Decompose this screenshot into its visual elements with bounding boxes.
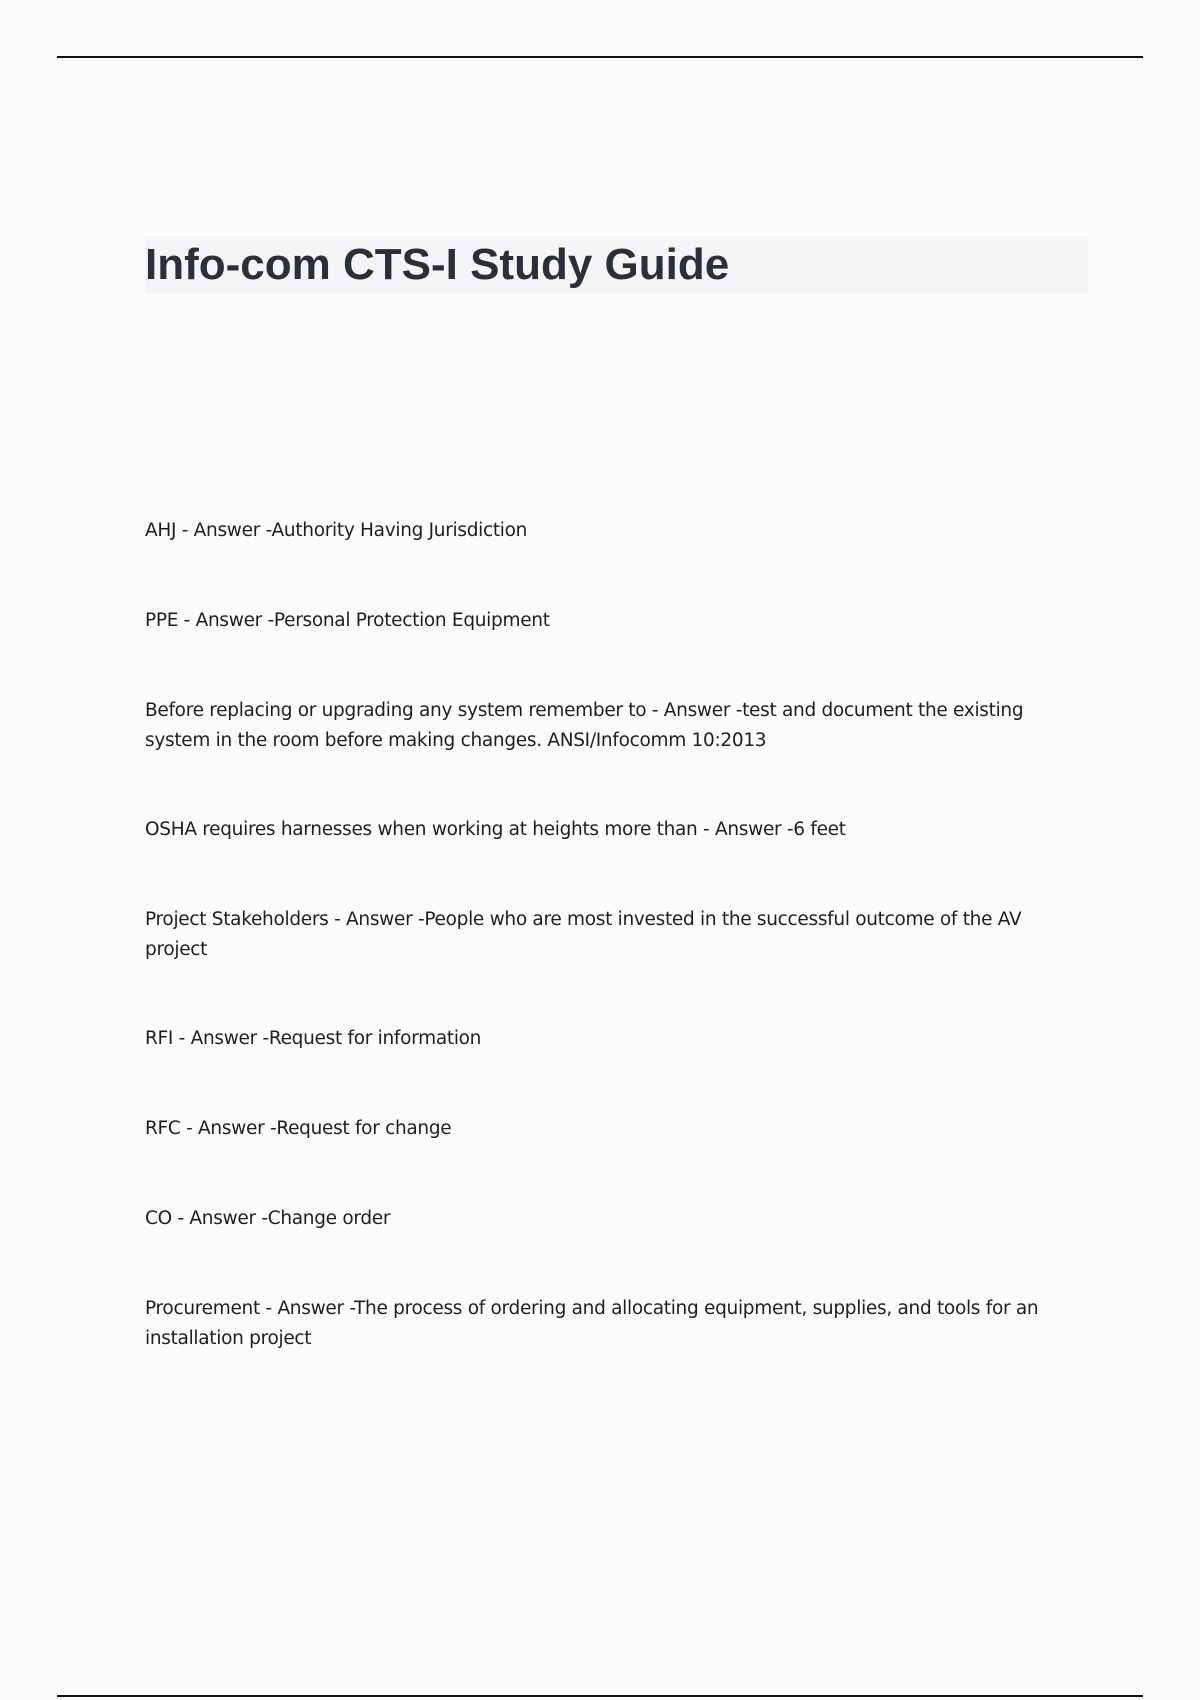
qa-item-co: CO - Answer -Change order xyxy=(145,1208,391,1229)
qa-item-rfi: RFI - Answer -Request for information xyxy=(145,1028,482,1049)
document-title: Info-com CTS-I Study Guide xyxy=(145,240,730,289)
qa-item-rfc: RFC - Answer -Request for change xyxy=(145,1118,452,1139)
qa-list xyxy=(145,516,1055,1413)
bottom-rule xyxy=(57,1695,1143,1697)
qa-item-ppe: PPE - Answer -Personal Protection Equipment xyxy=(145,610,550,631)
qa-item-stakeholders: Project Stakeholders - Answer -People who are most invested in the successful outcome of the AV project xyxy=(145,909,1022,960)
qa-item-ahj: AHJ - Answer -Authority Having Jurisdiction xyxy=(145,520,528,541)
qa-item-before-replacing: Before replacing or upgrading any system remember to - Answer -test and document the existing system in the room before making changes. ANSI/Infocomm 10:2013 xyxy=(145,700,1024,751)
qa-item-procurement: Procurement - Answer -The process of ordering and allocating equipment, supplies, and tools for an installation project xyxy=(145,1298,1039,1349)
top-rule xyxy=(57,56,1143,58)
qa-item-osha: OSHA requires harnesses when working at heights more than - Answer -6 feet xyxy=(145,819,846,840)
